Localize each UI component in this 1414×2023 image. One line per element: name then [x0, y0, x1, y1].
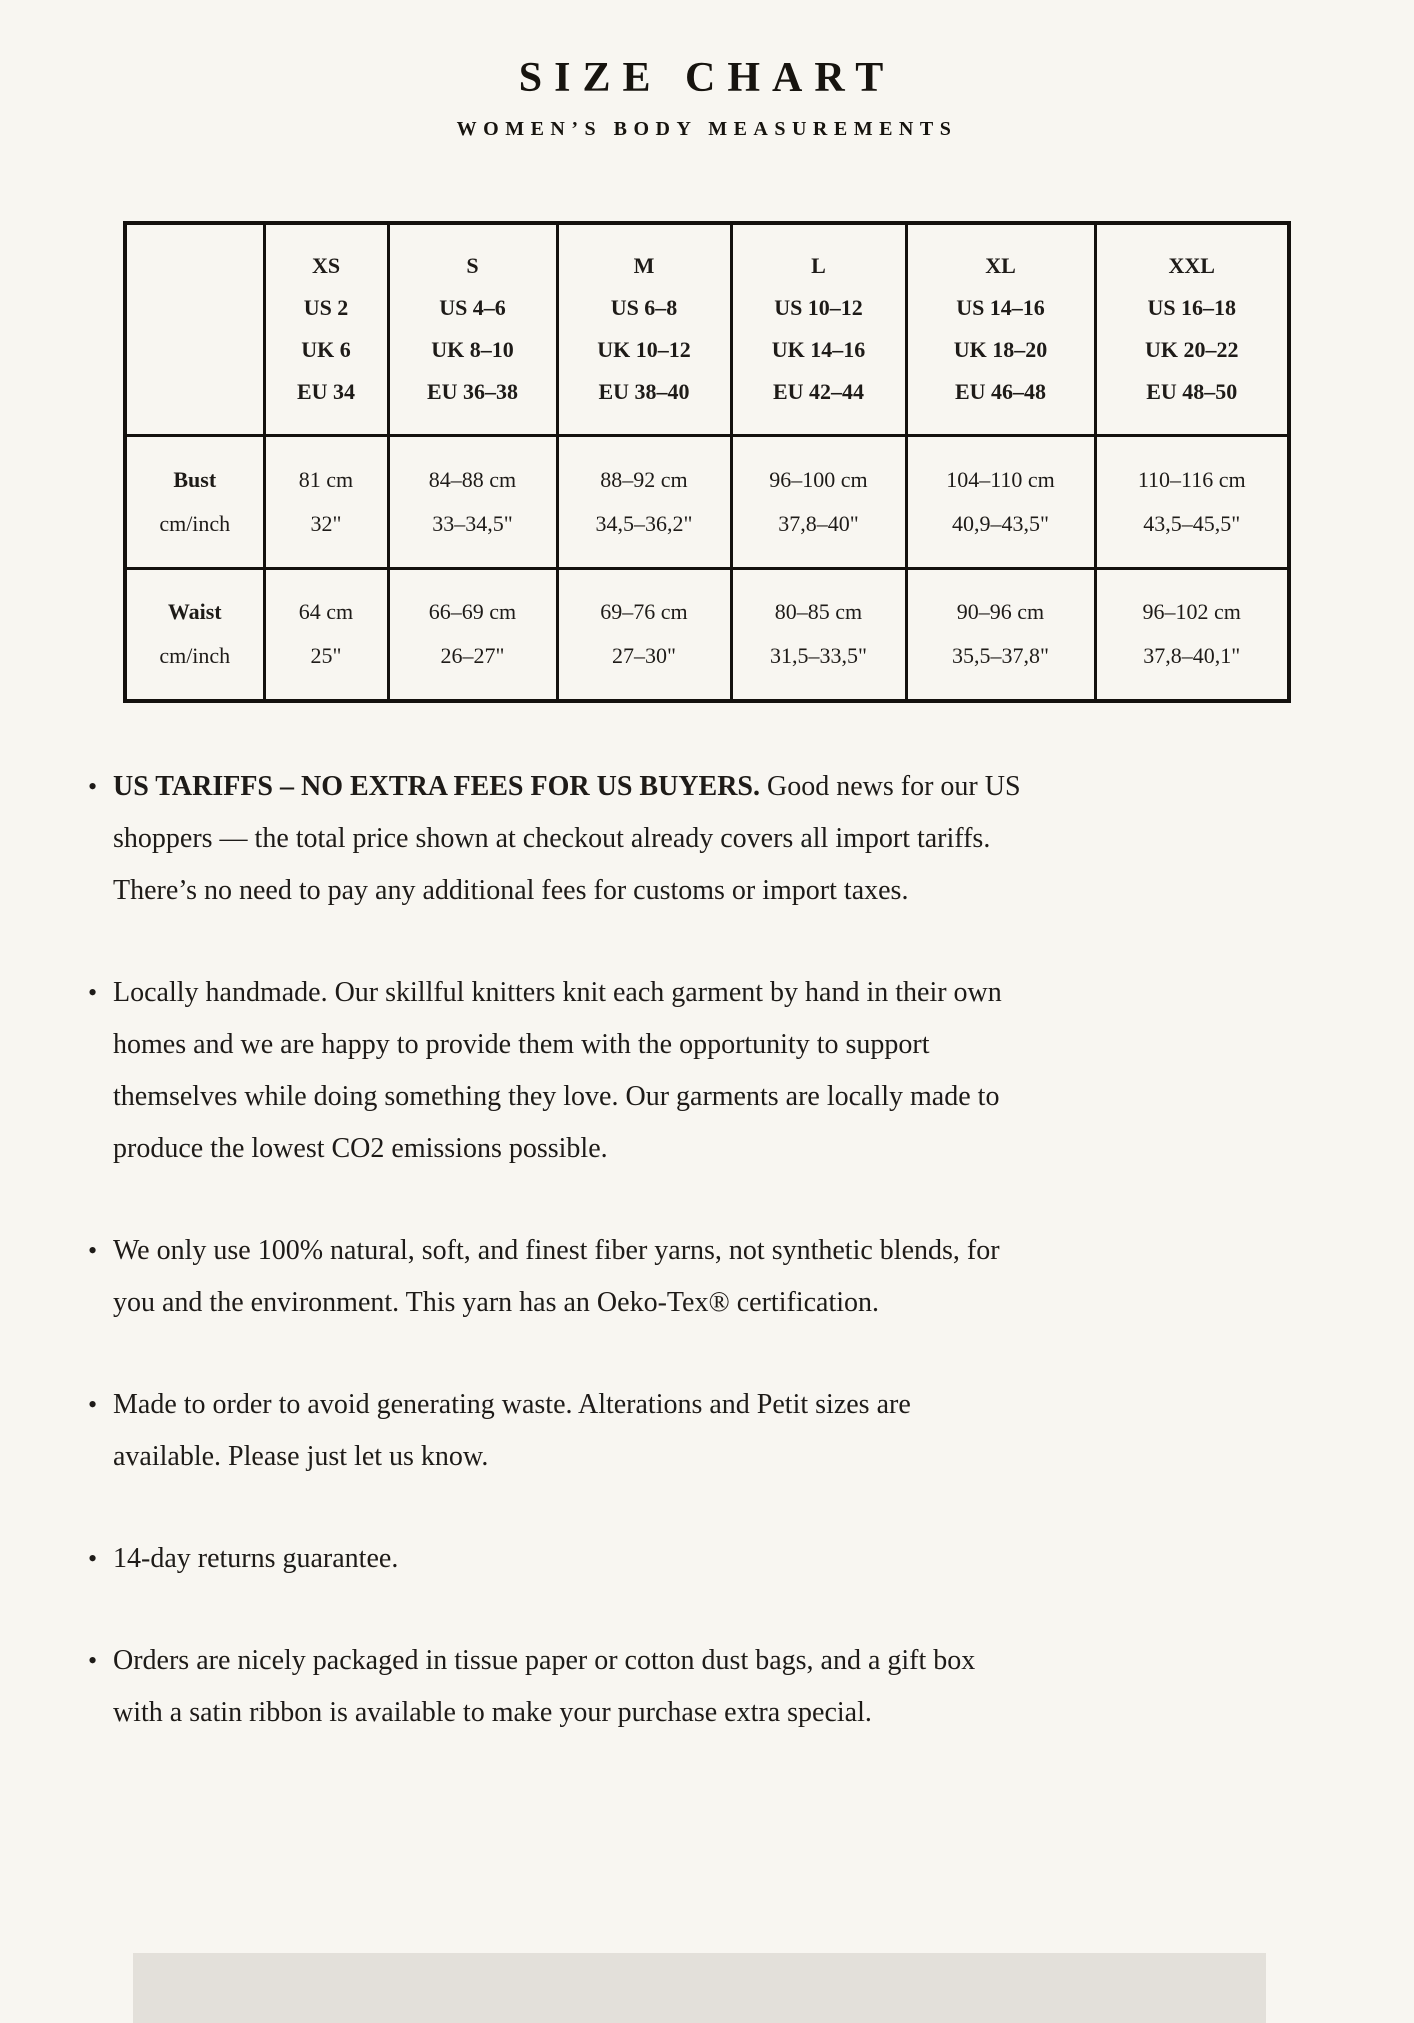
waist-inch: 31,5–33,5"	[770, 643, 867, 669]
waist-cm: 96–102 cm	[1142, 599, 1241, 625]
size-label: S	[466, 253, 479, 279]
bullet-dot-icon: •	[88, 1646, 98, 1675]
bullet-body-text: Locally handmade. Our skillful knitters knit each garment by hand in their own homes and we are happy to provide them with the opportunity to support themselves while doing something they love. Our garments are locally made to produce the lowest CO2 emissions possible.	[113, 977, 1002, 1164]
bust-inch: 40,9–43,5"	[952, 510, 1049, 536]
waist-cell-xxl	[1095, 568, 1289, 701]
size-col-header-xl	[906, 223, 1095, 435]
size-label: XS	[311, 253, 341, 279]
us-size: US 4–6	[439, 295, 506, 321]
bullet-body-text: 14-day returns guarantee.	[113, 1543, 399, 1574]
bust-cm: 96–100 cm	[769, 466, 868, 492]
uk-size: UK 8–10	[431, 337, 514, 363]
uk-size: UK 20–22	[1145, 337, 1239, 363]
bullet-dot-icon: •	[88, 978, 98, 1007]
bust-cell-l	[731, 435, 906, 568]
waist-inch: 37,8–40,1"	[1143, 643, 1241, 669]
us-size: US 14–16	[956, 295, 1045, 321]
bullet-item-made-to-order	[88, 1379, 1023, 1483]
eu-size: EU 46–48	[954, 379, 1047, 405]
bust-inch: 37,8–40"	[778, 510, 859, 536]
eu-size: EU 36–38	[426, 379, 519, 405]
bust-inch: 32"	[310, 510, 342, 536]
waist-row-label	[125, 568, 264, 701]
uk-size: UK 6	[301, 337, 351, 363]
bullet-item-natural-yarns	[88, 1225, 1023, 1329]
bust-row-label	[125, 435, 264, 568]
bullet-lead-bold: US TARIFFS – NO EXTRA FEES FOR US BUYERS.	[113, 771, 760, 802]
page-subtitle: WOMEN’S BODY MEASUREMENTS	[456, 118, 958, 140]
bullet-item-packaging	[88, 1635, 1023, 1739]
size-col-header-m	[557, 223, 731, 435]
row-label-unit: cm/inch	[159, 643, 231, 669]
bust-cell-s	[388, 435, 557, 568]
size-label: M	[633, 253, 655, 279]
us-size: US 10–12	[774, 295, 863, 321]
size-label: XXL	[1168, 253, 1215, 279]
waist-cm: 64 cm	[298, 599, 354, 625]
waist-cell-xs	[264, 568, 388, 701]
bullet-body-text: Made to order to avoid generating waste. Alterations and Petit sizes are available. Please just let us know.	[113, 1389, 911, 1472]
bust-cm: 110–116 cm	[1137, 466, 1246, 492]
size-col-header-xs	[264, 223, 388, 435]
row-label-name: Bust	[173, 466, 217, 492]
bullet-dot-icon: •	[88, 1544, 98, 1573]
waist-row	[125, 568, 1289, 701]
page-title: SIZE CHART	[518, 55, 896, 101]
bust-cell-xs	[264, 435, 388, 568]
bullet-text	[113, 1225, 1023, 1329]
bust-cell-m	[557, 435, 731, 568]
bullet-text	[113, 1379, 1023, 1483]
us-size: US 16–18	[1147, 295, 1237, 321]
size-label: XL	[985, 253, 1016, 279]
bullet-item-us-tariffs	[88, 761, 1023, 917]
waist-inch: 25"	[310, 643, 342, 669]
waist-cm: 69–76 cm	[600, 599, 688, 625]
size-col-header-s	[388, 223, 557, 435]
bust-cm: 84–88 cm	[428, 466, 517, 492]
row-label-unit: cm/inch	[159, 510, 231, 536]
size-label: L	[811, 253, 826, 279]
waist-cm: 80–85 cm	[774, 599, 863, 625]
eu-size: EU 38–40	[598, 379, 690, 405]
uk-size: UK 14–16	[771, 337, 866, 363]
table-corner-cell	[125, 223, 264, 435]
us-size: US 6–8	[610, 295, 678, 321]
bust-inch: 34,5–36,2"	[595, 510, 693, 536]
waist-cell-l	[731, 568, 906, 701]
waist-inch: 26–27"	[440, 643, 505, 669]
us-size: US 2	[303, 295, 349, 321]
bullet-dot-icon: •	[88, 1390, 98, 1419]
waist-inch: 35,5–37,8"	[952, 643, 1049, 669]
bust-cm: 88–92 cm	[600, 466, 688, 492]
bullet-dot-icon: •	[88, 772, 98, 801]
bullet-body-text: We only use 100% natural, soft, and finest fiber yarns, not synthetic blends, for you and the environment. This yarn has an Oeko-Tex® certification.	[113, 1235, 1000, 1318]
eu-size: EU 42–44	[772, 379, 865, 405]
bullet-item-locally-handmade	[88, 967, 1023, 1175]
bullet-text	[113, 1533, 1023, 1585]
size-chart-table	[123, 221, 1291, 703]
uk-size: UK 10–12	[597, 337, 691, 363]
bullet-list	[88, 761, 1023, 1739]
bullet-item-returns	[88, 1533, 1023, 1585]
bullet-text	[113, 761, 1023, 917]
table-header-row	[125, 223, 1289, 435]
waist-cell-s	[388, 568, 557, 701]
waist-cm: 66–69 cm	[428, 599, 517, 625]
footer-bar	[133, 1953, 1266, 2023]
bullet-dot-icon: •	[88, 1236, 98, 1265]
bullet-text	[113, 1635, 1023, 1739]
eu-size: EU 34	[296, 379, 356, 405]
bust-cell-xl	[906, 435, 1095, 568]
bullet-body-text: Orders are nicely packaged in tissue paper or cotton dust bags, and a gift box with a satin ribbon is available to make your purchase extra special.	[113, 1645, 976, 1728]
row-label-name: Waist	[167, 599, 222, 625]
bullet-body-text: Good news for our US shoppers — the total price shown at checkout already covers all import tariffs. There’s no need to pay any additional fees for customs or import taxes.	[113, 771, 1021, 906]
waist-inch: 27–30"	[612, 643, 676, 669]
bust-cell-xxl	[1095, 435, 1289, 568]
bullet-text	[113, 967, 1023, 1175]
bust-cm: 81 cm	[298, 466, 354, 492]
bust-inch: 43,5–45,5"	[1143, 510, 1241, 536]
bust-row	[125, 435, 1289, 568]
bust-inch: 33–34,5"	[432, 510, 513, 536]
waist-cell-m	[557, 568, 731, 701]
size-col-header-l	[731, 223, 906, 435]
waist-cell-xl	[906, 568, 1095, 701]
size-col-header-xxl	[1095, 223, 1289, 435]
waist-cm: 90–96 cm	[956, 599, 1045, 625]
bust-cm: 104–110 cm	[946, 466, 1055, 492]
eu-size: EU 48–50	[1146, 379, 1238, 405]
uk-size: UK 18–20	[953, 337, 1048, 363]
